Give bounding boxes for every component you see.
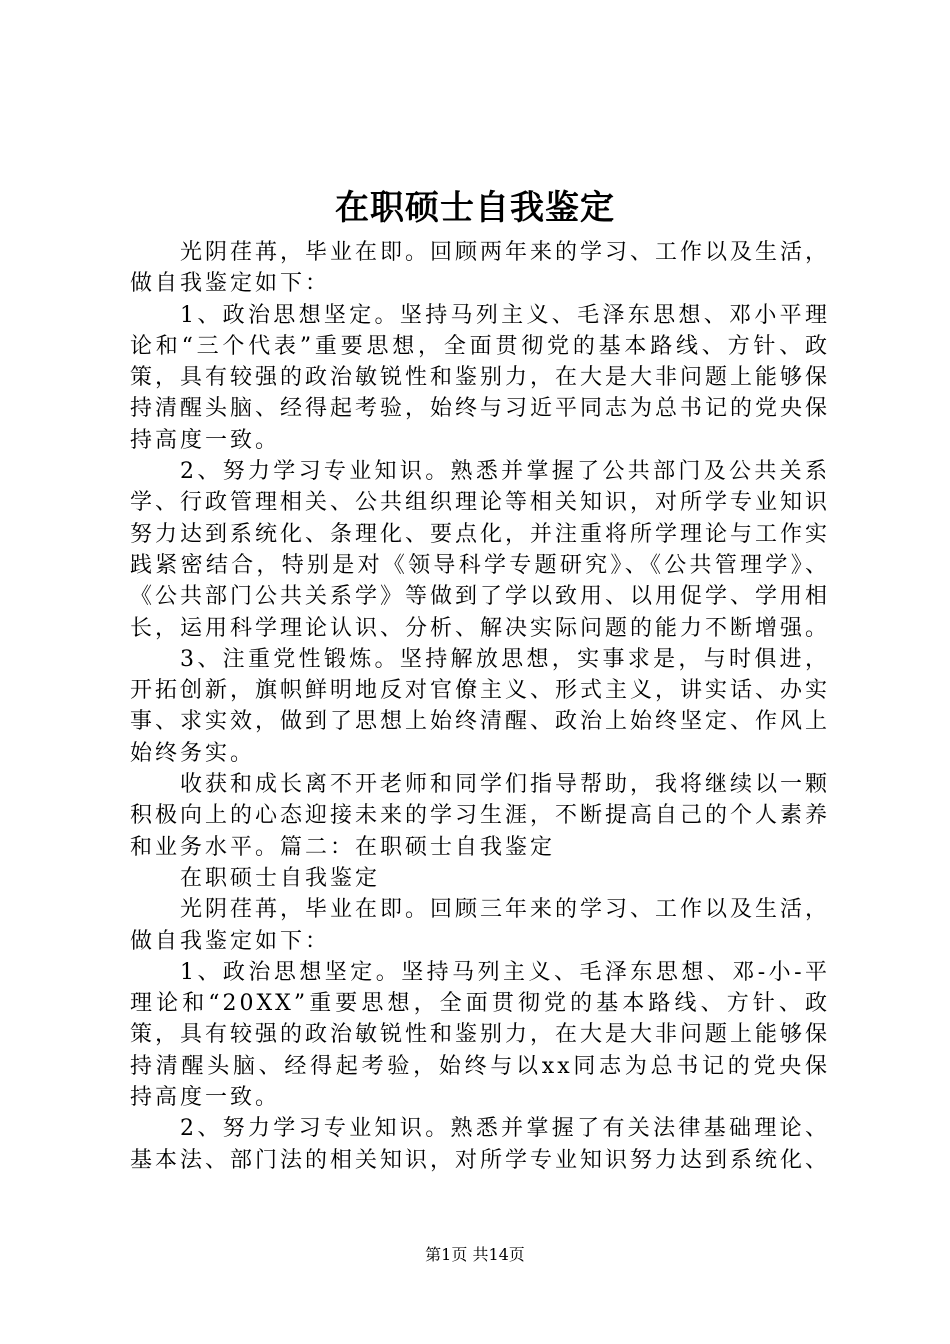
paragraph-study-2: 2、努力学习专业知识。熟悉并掌握了有关法律基础理论、基本法、部门法的相关知识，对所学专业知识努力达到系统化、 [130,1116,831,1173]
paragraph-study: 2、努力学习专业知识。熟悉并掌握了公共部门及公共关系学、行政管理相关、公共组织理论等相关知识，对所学专业知识努力达到系统化、条理化、要点化，并注重将所学理论与工作实践紧密结合，特别是对《领导科学专题研究》、《公共管理学》、《公共部门公共关系学》等做到了学以致用、以用促学、学用相长，运用科学理论认识、分析、解决实际问题的能力不断增强。 [130,459,831,641]
paragraph-political: 1、政治思想坚定。坚持马列主义、毛泽东思想、邓小平理论和“三个代表”重要思想，全面贯彻党的基本路线、方针、政策，具有较强的政治敏锐性和鉴别力，在大是大非问题上能够保持清醒头脑、经得起考验，始终与习近平同志为总书记的党央保持高度一致。 [130,302,831,453]
paragraph-conclusion: 收获和成长离不开老师和同学们指导帮助，我将继续以一颗积极向上的心态迎接未来的学习生涯，不断提高自己的个人素养和业务水平。篇二：在职硕士自我鉴定 [130,772,831,860]
paragraph-intro-2: 光阴荏苒，毕业在即。回顾三年来的学习、工作以及生活，做自我鉴定如下： [130,897,831,954]
paragraph-intro: 光阴荏苒，毕业在即。回顾两年来的学习、工作以及生活，做自我鉴定如下： [130,240,831,297]
document-body [130,237,830,1176]
paragraph-subtitle: 在职硕士自我鉴定 [180,865,381,891]
paragraph-party-spirit: 3、注重党性锻炼。坚持解放思想，实事求是，与时俱进，开拓创新，旗帜鲜明地反对官僚主义、形式主义，讲实话、办实事、求实效，做到了思想上始终清醒、政治上始终坚定、作风上始终务实。 [130,646,831,766]
page-number-footer: 第1页 共14页 [425,1245,525,1264]
paragraph-political-2: 1、政治思想坚定。坚持马列主义、毛泽东思想、邓-小-平理论和“20XX”重要思想，全面贯彻党的基本路线、方针、政策，具有较强的政治敏锐性和鉴别力，在大是大非问题上能够保持清醒头脑、经得起考验，始终与以xx同志为总书记的党央保持高度一致。 [130,959,831,1111]
document-title: 在职硕士自我鉴定 [335,188,615,228]
